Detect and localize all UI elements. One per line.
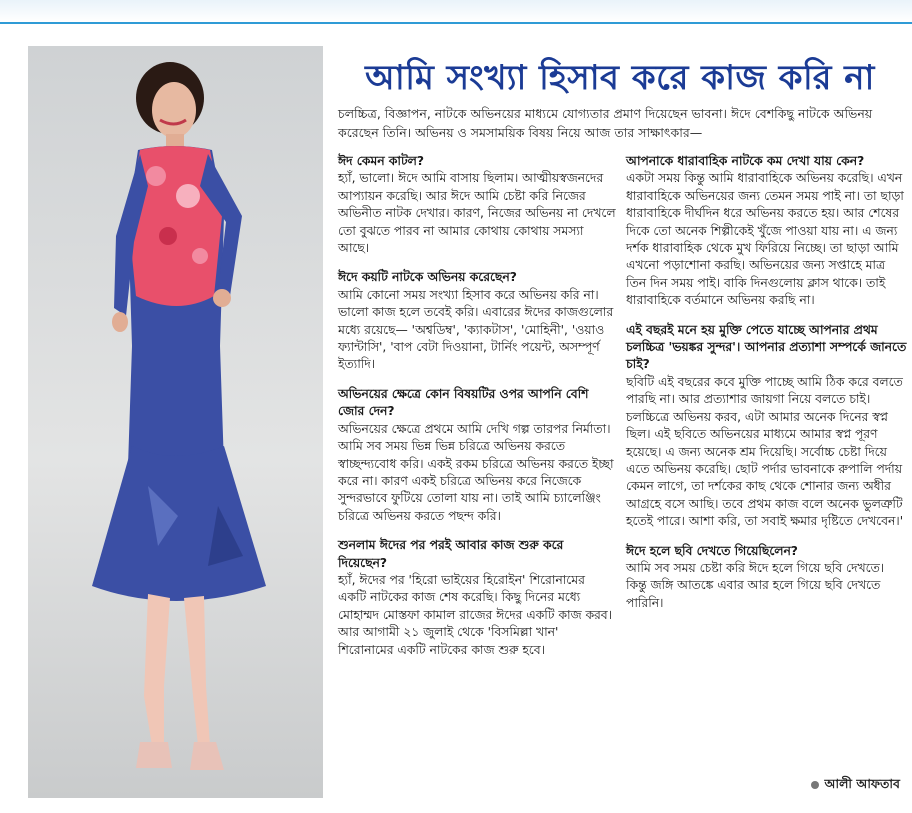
question-2: ঈদে কয়টি নাটকে অভিনয় করেছেন? <box>338 270 517 285</box>
answer-5: একটা সময় কিন্তু আমি ধারাবাহিকে অভিনয় করেছি। এখন ধারাবাহিকে অভিনয়ের জন্য তেমন সময় পাই না। তা ছাড়া ধারাবাহিকে দীর্ঘদিন ধরে অভিনয় করতে হয়। আর শেষের দিকে তো অনেক শিল্পীকেই খুঁজে পাওয়া যায় না। এ জন্য দর্শক ধারাবাহিক থেকে মুখ ফিরিয়ে নিচ্ছে। তা ছাড়া আমি এখনো পড়াশোনা করছি। অভিনয়ের জন্য সপ্তাহে মাত্র তিন দিন সময় পাই। বাকি দিনগুলোয় ক্লাস থাকে। তাই ধারাবাহিকে বর্তমানে অভিনয় করছি না। <box>626 171 904 308</box>
answer-7: আমি সব সময় চেষ্টা করি ঈদে হলে গিয়ে ছবি দেখতে। কিন্তু জঙ্গি আতঙ্কে এবার আর হলে গিয়ে ছবি দেখতে পারিনি। <box>626 560 885 610</box>
intro-paragraph: চলচ্চিত্র, বিজ্ঞাপন, নাটকে অভিনয়ের মাধ্যমে যোগ্যতার প্রমাণ দিয়েছেন ভাবনা। ঈদে বেশকিছু নাটকে অভিনয় করেছেন তিনি। অভিনয় ও সমসাময়িক বিষয় নিয়ে আজ তার সাক্ষাৎকার— <box>338 106 873 140</box>
question-6: এই বছরই মনে হয় মুক্তি পেতে যাচ্ছে আপনার প্রথম চলচ্চিত্র 'ভয়ঙ্কর সুন্দর'। আপনার প্রত্যাশা সম্পর্কে জানতে চাই? <box>626 322 907 372</box>
answer-6: ছবিটি এই বছরের কবে মুক্তি পাচ্ছে আমি ঠিক করে বলতে পারছি না। আর প্রত্যাশার জায়গা নিয়ে বলতে চাই। চলচ্চিত্রে অভিনয় করব, এটা আমার অনেক দিনের স্বপ্ন ছিল। এই ছবিতে অভিনয়ের মাধ্যমে আমার স্বপ্ন পূরণ হয়েছে। এ জন্য অনেক শ্রম দিয়েছি। সর্বোচ্চ চেষ্টা দিয়ে এতে অভিনয় করেছি। ছোট পর্দার ভাবনাকে রুপালি পর্দায় কেমন লাগে, তা দর্শকের কাছ থেকে শোনার জন্য অধীর আগ্রহে বসে আছি। তবে প্রথম কাজ বলে অনেক ভুলত্রুটি হতেই পারে। আশা করি, তা সবাই ক্ষমার দৃষ্টিতে দেখবেন।' <box>626 374 904 529</box>
question-4: শুনলাম ঈদের পর পরই আবার কাজ শুরু করে দিয়েছেন? <box>338 538 564 570</box>
column-right <box>626 153 908 624</box>
answer-3: অভিনয়ের ক্ষেত্রে প্রথমে আমি দেখি গল্প তারপর নির্মাতা। আমি সব সময় ভিন্ন ভিন্ন চরিত্রে অভিনয় করতে স্বাচ্ছন্দ্যবোধ করি। একই রকম চরিত্রে অভিনয় করতে ইচ্ছা করে না। কারণ একই চরিত্রে অভিনয় করে নিজেকে সুন্দরভাবে ফুটিয়ে তোলা যায় না। তাই আমি চ্যালেঞ্জিং চরিত্রে অভিনয় করতে পছন্দ করি। <box>338 421 614 523</box>
question-7: ঈদে হলে ছবি দেখতে গিয়েছিলেন? <box>626 543 798 558</box>
bullet-icon <box>811 781 819 789</box>
byline-author: আলী আফতাব <box>824 776 900 791</box>
question-1: ঈদ কেমন কাটল? <box>338 154 424 168</box>
question-5: আপনাকে ধারাবাহিক নাটকে কম দেখা যায় কেন? <box>626 154 865 168</box>
answer-4: হ্যাঁ, ঈদের পর 'হিরো ভাইয়ের হিরোইন' শিরোনামের একটি নাটকের কাজ শেষ করেছি। কিছু দিনের মধ্যে মোহাম্মদ মোস্তফা কামাল রাজের ঈদের একটি কাজ করব। আর আগামী ২১ জুলাই থেকে 'বিসমিল্লা খান' শিরোনামের একটি নাটকের কাজ শুরু হবে। <box>338 572 613 657</box>
byline <box>811 776 901 796</box>
answer-2: আমি কোনো সময় সংখ্যা হিসাব করে অভিনয় করি না। ভালো কাজ হলে তবেই করি। এবারের ঈদের কাজগুলোর মধ্যে রয়েছে— 'অশ্বডিম্ব', 'ক্যাকটাস', 'মোহিনী', 'ওয়াও ফ্যান্টাসি', 'বাপ বেটা দিওয়ানা, টার্নিং পয়েন্ট, অসম্পূর্ণ ইত্যাদি। <box>338 287 614 372</box>
answer-1: হ্যাঁ, ভালো। ঈদে আমি বাসায় ছিলাম। আত্মীয়স্বজনদের আপ্যায়ন করেছি। আর ঈদে আমি চেষ্টা করি নিজের অভিনীত নাটক দেখার। কারণ, নিজের অভিনয় না দেখলে তো বুঝতে পারব না আমার কোথায় কোথায় সমস্যা আছে। <box>338 171 616 256</box>
headline: আমি সংখ্যা হিসাব করে কাজ করি না <box>365 58 875 98</box>
question-3: অভিনয়ের ক্ষেত্রে কোন বিষয়টির ওপর আপনি বেশি জোর দেন? <box>338 386 589 419</box>
column-left <box>338 153 616 671</box>
actress-photo <box>28 46 323 798</box>
top-rule <box>0 0 912 24</box>
